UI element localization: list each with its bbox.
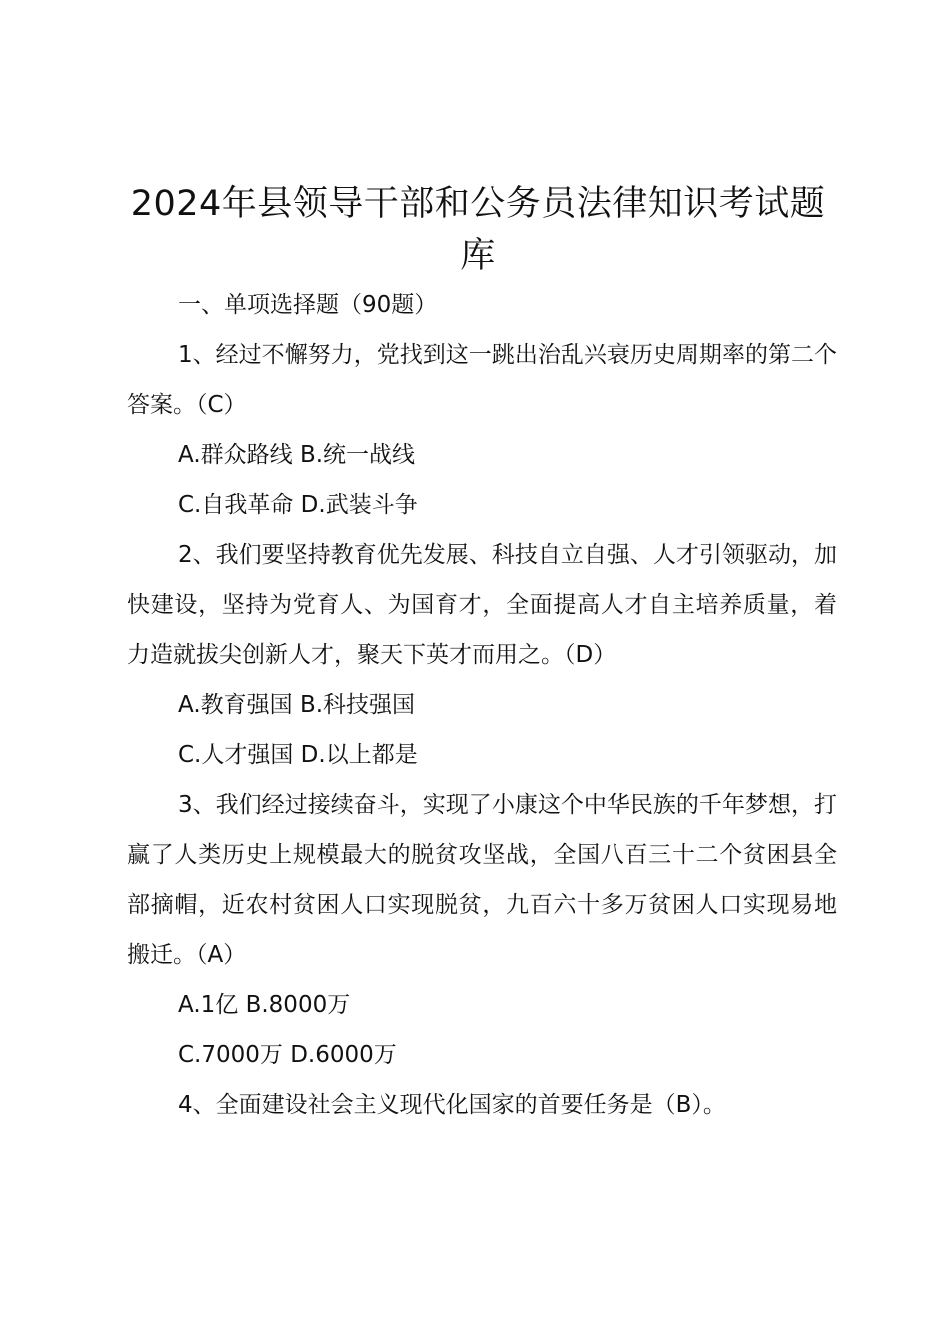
question-4: 4、全面建设社会主义现代化国家的首要任务是（B）。 [178, 1092, 726, 1118]
question-1-options-cd: C.自我革命 D.武装斗争 [178, 492, 418, 518]
question-2-options-ab: A.教育强国 B.科技强国 [178, 692, 416, 718]
question-2-options-cd: C.人才强国 D.以上都是 [178, 742, 418, 768]
question-3-options-cd: C.7000万 D.6000万 [178, 1042, 397, 1068]
question-3-options-ab: A.1亿 B.8000万 [178, 992, 351, 1018]
question-1-options-ab: A.群众路线 B.统一战线 [178, 442, 416, 468]
question-2: 2、我们要坚持教育优先发展、科技自立自强、人才引领驱动，加快建设，坚持为党育人、为国育才，全面提高人才自主培养质量，着力造就拔尖创新人才，聚天下英才而用之。（D） [127, 542, 837, 668]
document-title: 2024年县领导干部和公务员法律知识考试题库 [130, 184, 826, 276]
document-body [127, 280, 837, 1130]
question-3: 3、我们经过接续奋斗，实现了小康这个中华民族的千年梦想，打赢了人类历史上规模最大的脱贫攻坚战，全国八百三十二个贫困县全部摘帽，近农村贫困人口实现脱贫，九百六十多万贫困人口实现易地搬迁。（A） [127, 792, 837, 968]
question-1: 1、经过不懈努力，党找到这一跳出治乱兴衰历史周期率的第二个答案。（C） [127, 342, 837, 418]
section-heading: 一、单项选择题（90题） [178, 292, 438, 318]
